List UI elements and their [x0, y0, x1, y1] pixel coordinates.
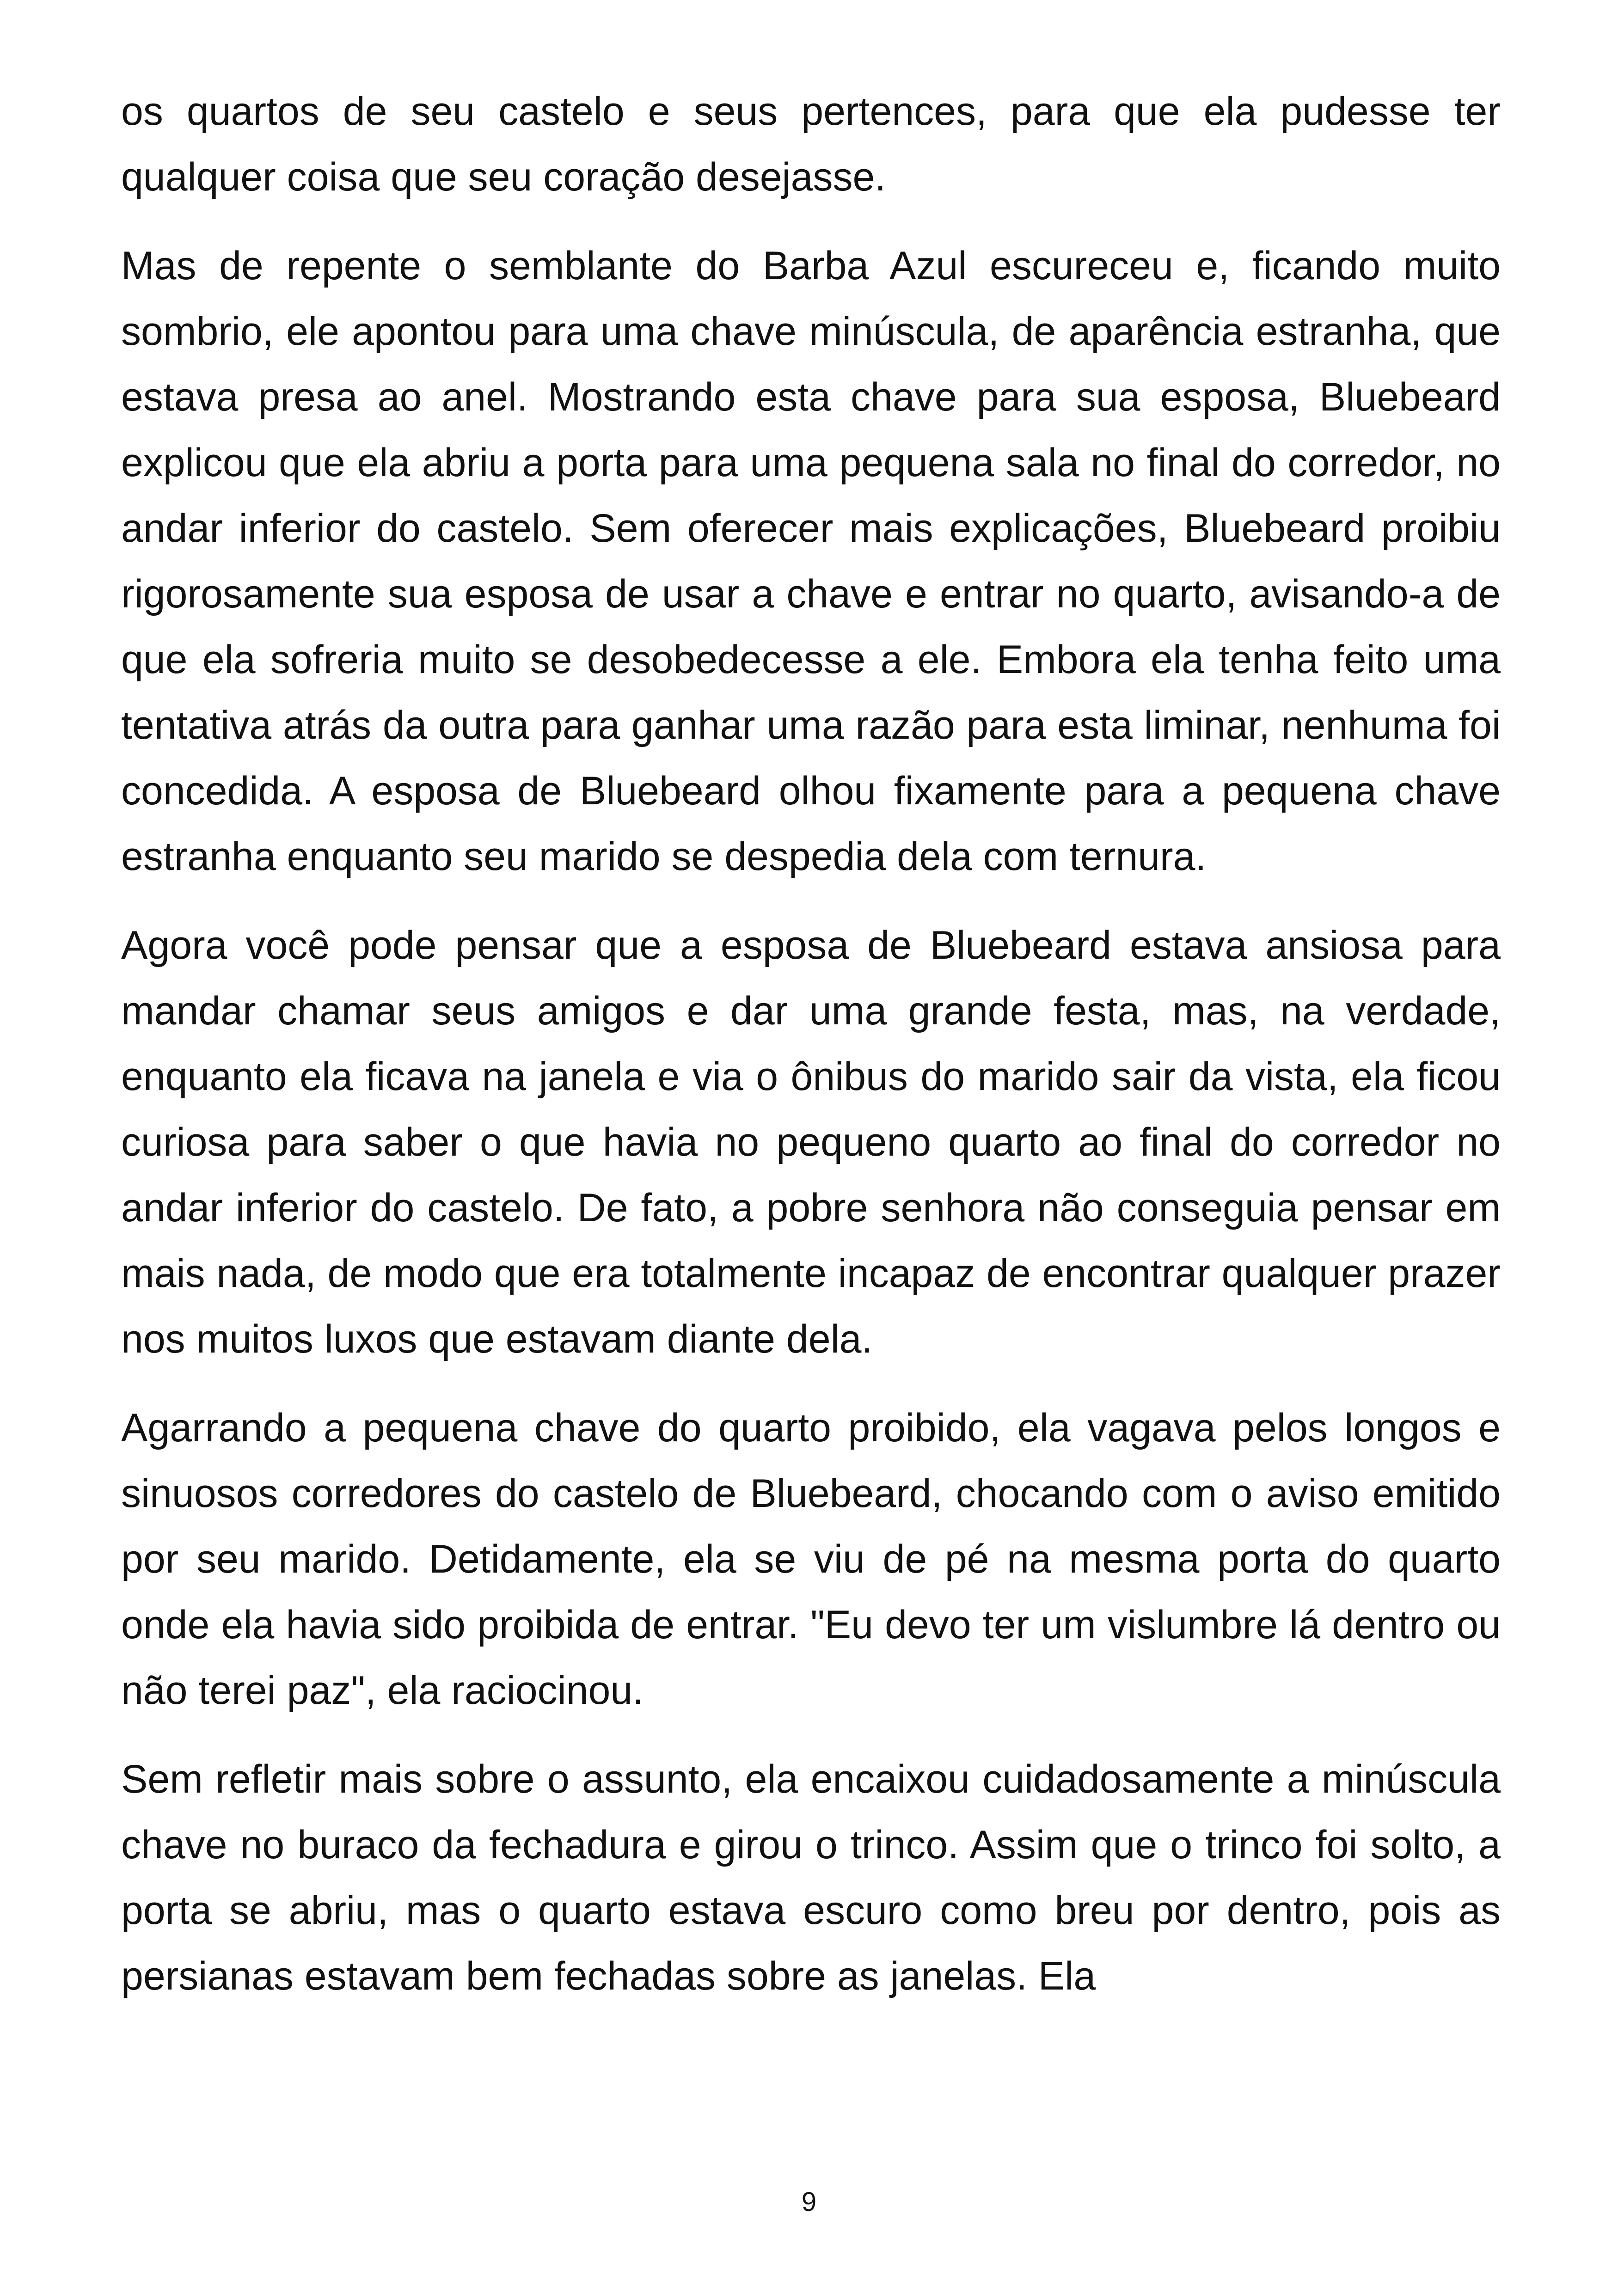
paragraph-3: Agora você pode pensar que a esposa de Bluebeard estava ansiosa para mandar chamar seus amigos e dar uma grande festa, mas, na verdade, enquanto ela ficava na janela e via o ônibus do marido sair da vista, ela ficou curiosa para saber o que havia no pequeno quarto ao final do corredor no andar inferior do castelo. De fato, a pobre senhora não conseguia pensar em mais nada, de modo que era totalmente incapaz de encontrar qualquer prazer nos muitos luxos que estavam diante dela. — [121, 923, 1501, 1361]
paragraph-1: os quartos de seu castelo e seus pertences, para que ela pudesse ter qualquer coisa que seu coração desejasse. — [121, 89, 1501, 199]
paragraph-4: Agarrando a pequena chave do quarto proibido, ela vagava pelos longos e sinuosos corredores do castelo de Bluebeard, chocando com o aviso emitido por seu marido. Detidamente, ela se viu de pé na mesma porta do quarto onde ela havia sido proibida de entrar. "Eu devo ter um vislumbre lá dentro ou não terei paz", ela raciocinou. — [121, 1406, 1501, 1713]
body-text — [121, 79, 1501, 2032]
paragraph-5: Sem refletir mais sobre o assunto, ela encaixou cuidadosamente a minúscula chave no buraco da fechadura e girou o trinco. Assim que o trinco foi solto, a porta se abriu, mas o quarto estava escuro como breu por dentro, pois as persianas estavam bem fechadas sobre as janelas. Ela — [121, 1757, 1501, 1998]
page-number: 9 — [801, 2187, 817, 2217]
paragraph-2: Mas de repente o semblante do Barba Azul escureceu e, ficando muito sombrio, ele apontou para uma chave minúscula, de aparência estranha, que estava presa ao anel. Mostrando esta chave para sua esposa, Bluebeard explicou que ela abriu a porta para uma pequena sala no final do corredor, no andar inferior do castelo. Sem oferecer mais explicações, Bluebeard proibiu rigorosamente sua esposa de usar a chave e entrar no quarto, avisando-a de que ela sofreria muito se desobedecesse a ele. Embora ela tenha feito uma tentativa atrás da outra para ganhar uma razão para esta liminar, nenhuma foi concedida. A esposa de Bluebeard olhou fixamente para a pequena chave estranha enquanto seu marido se despedia dela com ternura. — [121, 244, 1501, 879]
